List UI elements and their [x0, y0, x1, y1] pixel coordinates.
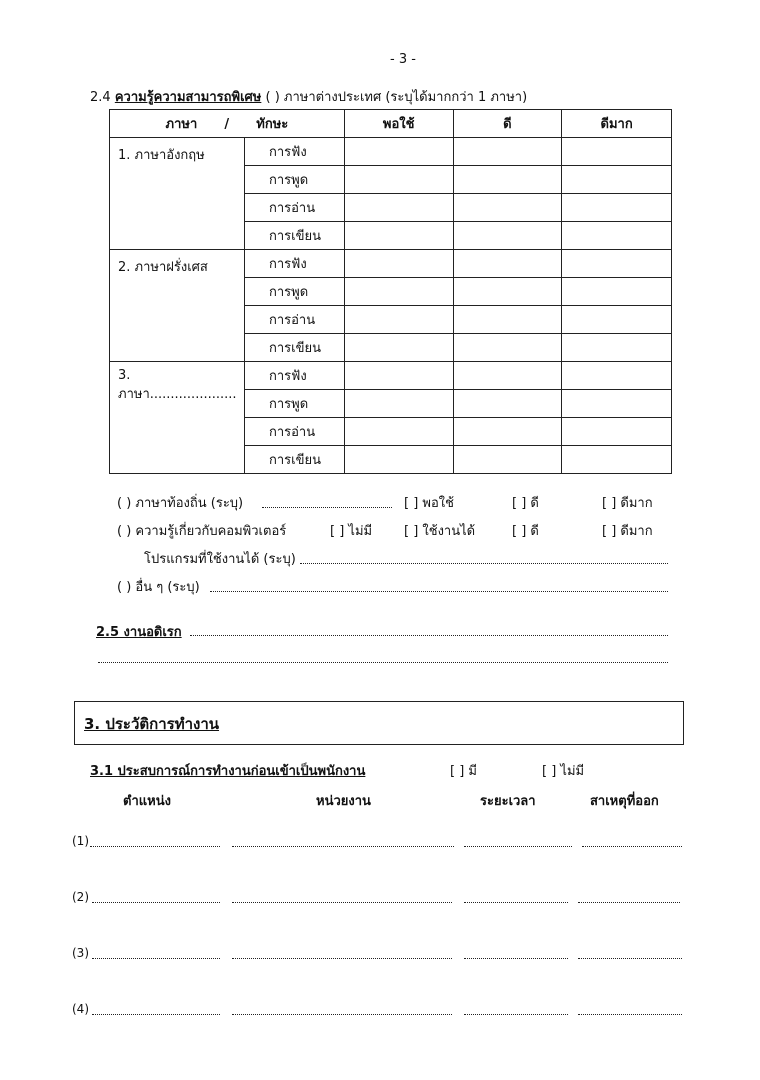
other-label[interactable]: ( ) อื่น ๆ (ระบุ)	[117, 580, 200, 595]
skill-label: การพูด	[244, 390, 344, 418]
work-duration-field[interactable]	[464, 958, 568, 959]
rating-cell[interactable]	[453, 166, 562, 194]
rating-cell[interactable]	[344, 194, 453, 222]
computer-usable-checkbox[interactable]: [ ] ใช้งานได้	[404, 524, 476, 539]
section-3-1-title: 3.1 ประสบการณ์การทำงานก่อนเข้าเป็นพนักงาน	[90, 764, 366, 779]
rating-cell[interactable]	[453, 334, 562, 362]
work-position-field[interactable]	[92, 902, 220, 903]
skill-label: การเขียน	[244, 446, 344, 474]
rating-cell[interactable]	[562, 222, 672, 250]
computer-very-good-checkbox[interactable]: [ ] ดีมาก	[602, 524, 653, 539]
skill-label: การฟัง	[244, 250, 344, 278]
rating-cell[interactable]	[344, 362, 453, 390]
skill-label: การพูด	[244, 278, 344, 306]
rating-cell[interactable]	[453, 222, 562, 250]
rating-cell[interactable]	[562, 250, 672, 278]
skill-label: การอ่าน	[244, 306, 344, 334]
rating-cell[interactable]	[344, 138, 453, 166]
table-row	[110, 362, 672, 390]
rating-cell[interactable]	[453, 138, 562, 166]
experience-not-have-checkbox[interactable]: [ ] ไม่มี	[542, 764, 585, 779]
work-reason-field[interactable]	[578, 1014, 682, 1015]
column-position: ตำแหน่ง	[123, 794, 171, 809]
local-language-label[interactable]: ( ) ภาษาท้องถิ่น (ระบุ)	[117, 496, 244, 511]
section-2-4-subtitle: ภาษาต่างประเทศ (ระบุได้มากกว่า 1 ภาษา)	[283, 90, 528, 105]
section-2-4-heading	[90, 86, 527, 107]
programs-label: โปรแกรมที่ใช้งานได้ (ระบุ)	[144, 552, 296, 567]
header-good: ดี	[453, 110, 562, 138]
work-organization-field[interactable]	[232, 846, 454, 847]
rating-cell[interactable]	[453, 250, 562, 278]
computer-good-checkbox[interactable]: [ ] ดี	[512, 524, 539, 539]
work-row-number: (4)	[72, 1002, 89, 1016]
column-duration: ระยะเวลา	[480, 794, 536, 809]
language-name: 2. ภาษาฝรั่งเศส	[110, 250, 245, 362]
rating-cell[interactable]	[344, 278, 453, 306]
work-duration-field[interactable]	[464, 1014, 568, 1015]
language-name[interactable]: 3. ภาษา.....................	[110, 362, 245, 474]
table-row	[110, 250, 672, 278]
table-row	[110, 138, 672, 166]
programs-fill-line[interactable]	[300, 563, 668, 564]
hobby-fill-line-2[interactable]	[98, 662, 668, 663]
rating-cell[interactable]	[562, 362, 672, 390]
skill-label: การเขียน	[244, 222, 344, 250]
page-number: - 3 -	[390, 52, 416, 67]
rating-cell[interactable]	[344, 390, 453, 418]
work-position-field[interactable]	[92, 958, 220, 959]
table-header-row	[110, 110, 672, 138]
section-2-4-check[interactable]: ( )	[265, 90, 280, 105]
rating-cell[interactable]	[453, 446, 562, 474]
local-fair-checkbox[interactable]: [ ] พอใช้	[404, 496, 454, 511]
header-language-skill: ภาษา / ทักษะ	[110, 110, 345, 138]
rating-cell[interactable]	[453, 306, 562, 334]
rating-cell[interactable]	[562, 138, 672, 166]
work-position-field[interactable]	[90, 846, 220, 847]
section-2-5-title: 2.5 งานอดิเรก	[96, 625, 182, 640]
column-reason-leaving: สาเหตุที่ออก	[590, 794, 659, 809]
section-3-title	[84, 712, 219, 736]
column-organization: หน่วยงาน	[316, 794, 371, 809]
rating-cell[interactable]	[562, 194, 672, 222]
local-very-good-checkbox[interactable]: [ ] ดีมาก	[602, 496, 653, 511]
skill-label: การพูด	[244, 166, 344, 194]
local-good-checkbox[interactable]: [ ] ดี	[512, 496, 539, 511]
rating-cell[interactable]	[344, 250, 453, 278]
work-duration-field[interactable]	[464, 846, 572, 847]
skill-label: การอ่าน	[244, 194, 344, 222]
section-2-4-number: 2.4	[90, 90, 111, 105]
computer-knowledge-label[interactable]: ( ) ความรู้เกี่ยวกับคอมพิวเตอร์	[117, 524, 287, 539]
work-position-field[interactable]	[92, 1014, 220, 1015]
rating-cell[interactable]	[562, 334, 672, 362]
rating-cell[interactable]	[453, 362, 562, 390]
computer-none-checkbox[interactable]: [ ] ไม่มี	[330, 524, 373, 539]
skill-label: การอ่าน	[244, 418, 344, 446]
rating-cell[interactable]	[453, 194, 562, 222]
rating-cell[interactable]	[344, 222, 453, 250]
rating-cell[interactable]	[453, 390, 562, 418]
rating-cell[interactable]	[562, 278, 672, 306]
rating-cell[interactable]	[344, 334, 453, 362]
work-duration-field[interactable]	[464, 902, 568, 903]
rating-cell[interactable]	[344, 166, 453, 194]
language-skill-table	[109, 109, 672, 474]
rating-cell[interactable]	[562, 390, 672, 418]
rating-cell[interactable]	[562, 166, 672, 194]
section-2-4-title: ความรู้ความสามารถพิเศษ	[114, 90, 262, 105]
work-organization-field[interactable]	[232, 1014, 452, 1015]
work-reason-field[interactable]	[578, 958, 682, 959]
other-fill-line[interactable]	[210, 591, 668, 592]
work-reason-field[interactable]	[578, 902, 680, 903]
skill-label: การฟัง	[244, 138, 344, 166]
skill-label: การเขียน	[244, 334, 344, 362]
rating-cell[interactable]	[344, 446, 453, 474]
header-fair: พอใช้	[344, 110, 453, 138]
local-language-fill-line[interactable]	[262, 507, 392, 508]
language-name: 1. ภาษาอังกฤษ	[110, 138, 245, 250]
hobby-fill-line-1[interactable]	[190, 635, 668, 636]
rating-cell[interactable]	[453, 418, 562, 446]
work-organization-field[interactable]	[232, 902, 452, 903]
rating-cell[interactable]	[562, 446, 672, 474]
work-row-number: (2)	[72, 890, 89, 904]
section-3-title-text: 3. ประวัติการทำงาน	[84, 715, 220, 733]
rating-cell[interactable]	[344, 306, 453, 334]
skill-label: การฟัง	[244, 362, 344, 390]
rating-cell[interactable]	[562, 418, 672, 446]
work-reason-field[interactable]	[582, 846, 682, 847]
rating-cell[interactable]	[562, 306, 672, 334]
work-row-number: (1)	[72, 834, 89, 848]
rating-cell[interactable]	[453, 278, 562, 306]
work-organization-field[interactable]	[232, 958, 452, 959]
rating-cell[interactable]	[344, 418, 453, 446]
experience-have-checkbox[interactable]: [ ] มี	[450, 764, 477, 779]
header-very-good: ดีมาก	[562, 110, 672, 138]
work-row-number: (3)	[72, 946, 89, 960]
